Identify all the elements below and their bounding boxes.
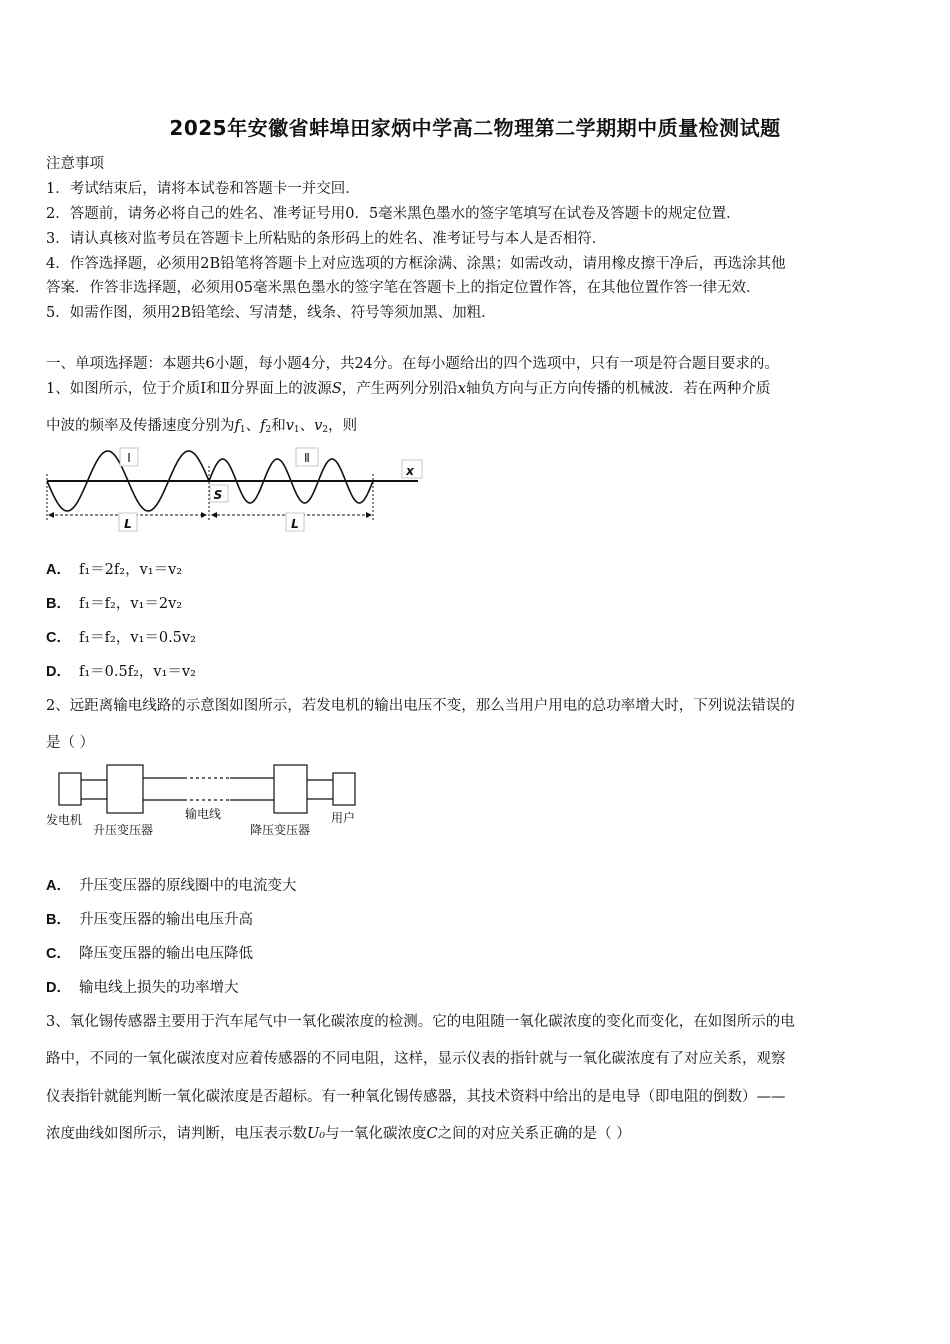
generator-label: 发电机 xyxy=(46,813,83,827)
step-up-transformer-box xyxy=(107,765,143,813)
step-down-transformer-box xyxy=(274,765,307,813)
q2-option-b: B． 升压变压器的输出电压升高 xyxy=(46,912,253,928)
arrow-head-icon xyxy=(48,512,54,518)
q3-stem-line4: 浓度曲线如图所示，请判断，电压表示数U₀与一氧化碳浓度C之间的对应关系正确的是（ ） xyxy=(46,1126,631,1142)
notice-item: 1．考试结束后，请将本试卷和答题卡一并交回． xyxy=(46,181,360,197)
notice-item: 4．作答选择题，必须用2B铅笔将答题卡上对应选项的方框涂满、涂黑；如需改动，请用橡皮擦干净后，再选涂其他 xyxy=(46,256,786,272)
q2-stem-line1: 2、远距离输电线路的示意图如图所示，若发电机的输出电压不变，那么当用户用电的总功率增大时，下列说法错误的 xyxy=(46,698,795,714)
q2-option-c: C． 降压变压器的输出电压降低 xyxy=(46,946,253,962)
step-down-label: 降压变压器 xyxy=(250,823,311,837)
q1-stem-line2: 中波的频率及传播速度分别为$f_1$、$f_2$和$v_1$、$v_2$，则 xyxy=(46,418,358,435)
section-heading: 一、单项选择题：本题共6小题，每小题4分，共24分。在每小题给出的四个选项中，只有一项是符合题目要求的。 xyxy=(46,356,779,372)
q3-stem-line2: 路中，不同的一氧化碳浓度对应着传感器的不同电阻，这样，显示仪表的指针就与一氧化碳浓度有了对应关系，观察 xyxy=(46,1051,786,1067)
arrow-head-icon xyxy=(201,512,207,518)
q2-stem-line2: 是（ ） xyxy=(46,735,95,751)
medium-1-label: Ⅰ xyxy=(127,451,131,465)
length-label: L xyxy=(291,517,299,531)
wave-figure xyxy=(44,446,428,534)
q1-option-b: B． f₁＝f₂，v₁＝2v₂ xyxy=(46,596,183,612)
q1-option-a: A． f₁＝2f₂，v₁＝v₂ xyxy=(46,562,183,578)
medium-2-label: Ⅱ xyxy=(304,451,310,465)
q1-option-c: C． f₁＝f₂，v₁＝0.5v₂ xyxy=(46,630,196,646)
x-axis-label: x xyxy=(406,464,414,478)
page-title: 2025年安徽省蚌埠田家炳中学高二物理第二学期期中质量检测试题 xyxy=(169,116,781,140)
step-up-label: 升压变压器 xyxy=(93,823,154,837)
length-label: L xyxy=(124,517,132,531)
transmission-figure xyxy=(44,760,374,842)
generator-box xyxy=(59,773,81,805)
q2-option-d: D． 输电线上损失的功率增大 xyxy=(46,980,239,996)
notice-item: 3．请认真核对监考员在答题卡上所粘贴的条形码上的姓名、准考证号与本人是否相符． xyxy=(46,231,607,247)
arrow-head-icon xyxy=(211,512,217,518)
q1-option-d: D． f₁＝0.5f₂，v₁＝v₂ xyxy=(46,664,196,680)
q2-option-a: A． 升压变压器的原线圈中的电流变大 xyxy=(46,878,297,894)
q3-stem-line1: 3、氧化锡传感器主要用于汽车尾气中一氧化碳浓度的检测。它的电阻随一氧化碳浓度的变化而变化，在如图所示的电 xyxy=(46,1014,795,1030)
notice-item: 2．答题前，请务必将自己的姓名、准考证号用0．5毫米黑色墨水的签字笔填写在试卷及答题卡的规定位置． xyxy=(46,206,741,222)
q3-stem-line3: 仪表指针就能判断一氧化碳浓度是否超标。有一种氧化锡传感器，其技术资料中给出的是电导（即电阻的倒数）—— xyxy=(46,1089,786,1105)
user-label: 用户 xyxy=(331,811,356,825)
notice-heading: 注意事项 xyxy=(46,156,104,172)
q1-stem-line1: 1、如图所示，位于介质Ⅰ和Ⅱ分界面上的波源S，产生两列分别沿x轴负方向与正方向传播的机械波．若在两种介质 xyxy=(46,381,771,397)
source-label: S xyxy=(213,488,223,502)
notice-item: 5．如需作图，须用2B铅笔绘、写清楚，线条、符号等须加黑、加粗． xyxy=(46,305,496,321)
arrow-head-icon xyxy=(366,512,372,518)
line-label: 输电线 xyxy=(185,807,222,821)
notice-item: 答案．作答非选择题，必须用05毫米黑色墨水的签字笔在答题卡上的指定位置作答，在其他位置作答一律无效． xyxy=(46,280,761,296)
user-box xyxy=(333,773,355,805)
